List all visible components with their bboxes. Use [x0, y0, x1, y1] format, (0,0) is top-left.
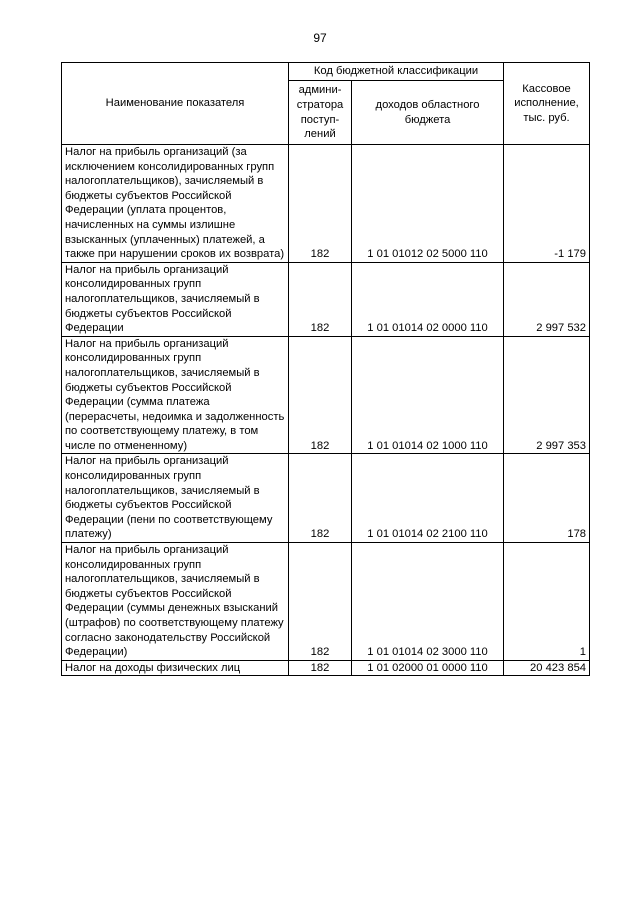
row-administrator-code: 182	[289, 145, 352, 263]
row-indicator-name: Налог на доходы физических лиц	[62, 660, 289, 676]
row-amount: 1	[504, 543, 590, 661]
table-row	[62, 262, 590, 336]
table-row	[62, 145, 590, 263]
budget-revenue-table	[61, 62, 590, 676]
row-administrator-code: 182	[289, 543, 352, 661]
row-indicator-name: Налог на прибыль организаций (за исключением консолидированных групп налогоплательщиков), зачисляемый в бюджеты субъектов Российской Федерации (уплата процентов, начисленных на суммы излишне взысканных (уплаченных) платежей, а также при нарушении сроков их возврата)	[62, 145, 289, 263]
header-administrator-code: админи-стратора поступ-лений	[289, 81, 352, 145]
table-row	[62, 336, 590, 454]
row-revenue-code: 1 01 01014 02 1000 110	[352, 336, 504, 454]
row-administrator-code: 182	[289, 262, 352, 336]
header-cash-execution: Кассовое исполнение, тыс. руб.	[504, 63, 590, 145]
row-administrator-code: 182	[289, 454, 352, 543]
table-row	[62, 454, 590, 543]
header-budget-classification: Код бюджетной классификации	[289, 63, 504, 81]
header-indicator-name: Наименование показателя	[62, 63, 289, 145]
row-administrator-code: 182	[289, 660, 352, 676]
row-revenue-code: 1 01 01012 02 5000 110	[352, 145, 504, 263]
row-amount: 20 423 854	[504, 660, 590, 676]
page-number: 97	[313, 31, 327, 45]
row-revenue-code: 1 01 01014 02 0000 110	[352, 262, 504, 336]
row-amount: -1 179	[504, 145, 590, 263]
header-revenue-code: доходов областного бюджета	[352, 81, 504, 145]
row-revenue-code: 1 01 01014 02 3000 110	[352, 543, 504, 661]
row-indicator-name: Налог на прибыль организаций консолидированных групп налогоплательщиков, зачисляемый в бюджеты субъектов Российской Федерации (суммы денежных взысканий (штрафов) по соответствующему платежу согласно законодательству Российской Федерации)	[62, 543, 289, 661]
row-administrator-code: 182	[289, 336, 352, 454]
row-indicator-name: Налог на прибыль организаций консолидированных групп налогоплательщиков, зачисляемый в бюджеты субъектов Российской Федерации	[62, 262, 289, 336]
table-row	[62, 660, 590, 676]
row-amount: 178	[504, 454, 590, 543]
row-amount: 2 997 353	[504, 336, 590, 454]
row-indicator-name: Налог на прибыль организаций консолидированных групп налогоплательщиков, зачисляемый в бюджеты субъектов Российской Федерации (сумма платежа (перерасчеты, недоимка и задолженность по соответствующему платежу, в том числе по отмененному)	[62, 336, 289, 454]
row-amount: 2 997 532	[504, 262, 590, 336]
row-indicator-name: Налог на прибыль организаций консолидированных групп налогоплательщиков, зачисляемый в бюджеты субъектов Российской Федерации (пени по соответствующему платежу)	[62, 454, 289, 543]
row-revenue-code: 1 01 02000 01 0000 110	[352, 660, 504, 676]
table-row	[62, 543, 590, 661]
row-revenue-code: 1 01 01014 02 2100 110	[352, 454, 504, 543]
